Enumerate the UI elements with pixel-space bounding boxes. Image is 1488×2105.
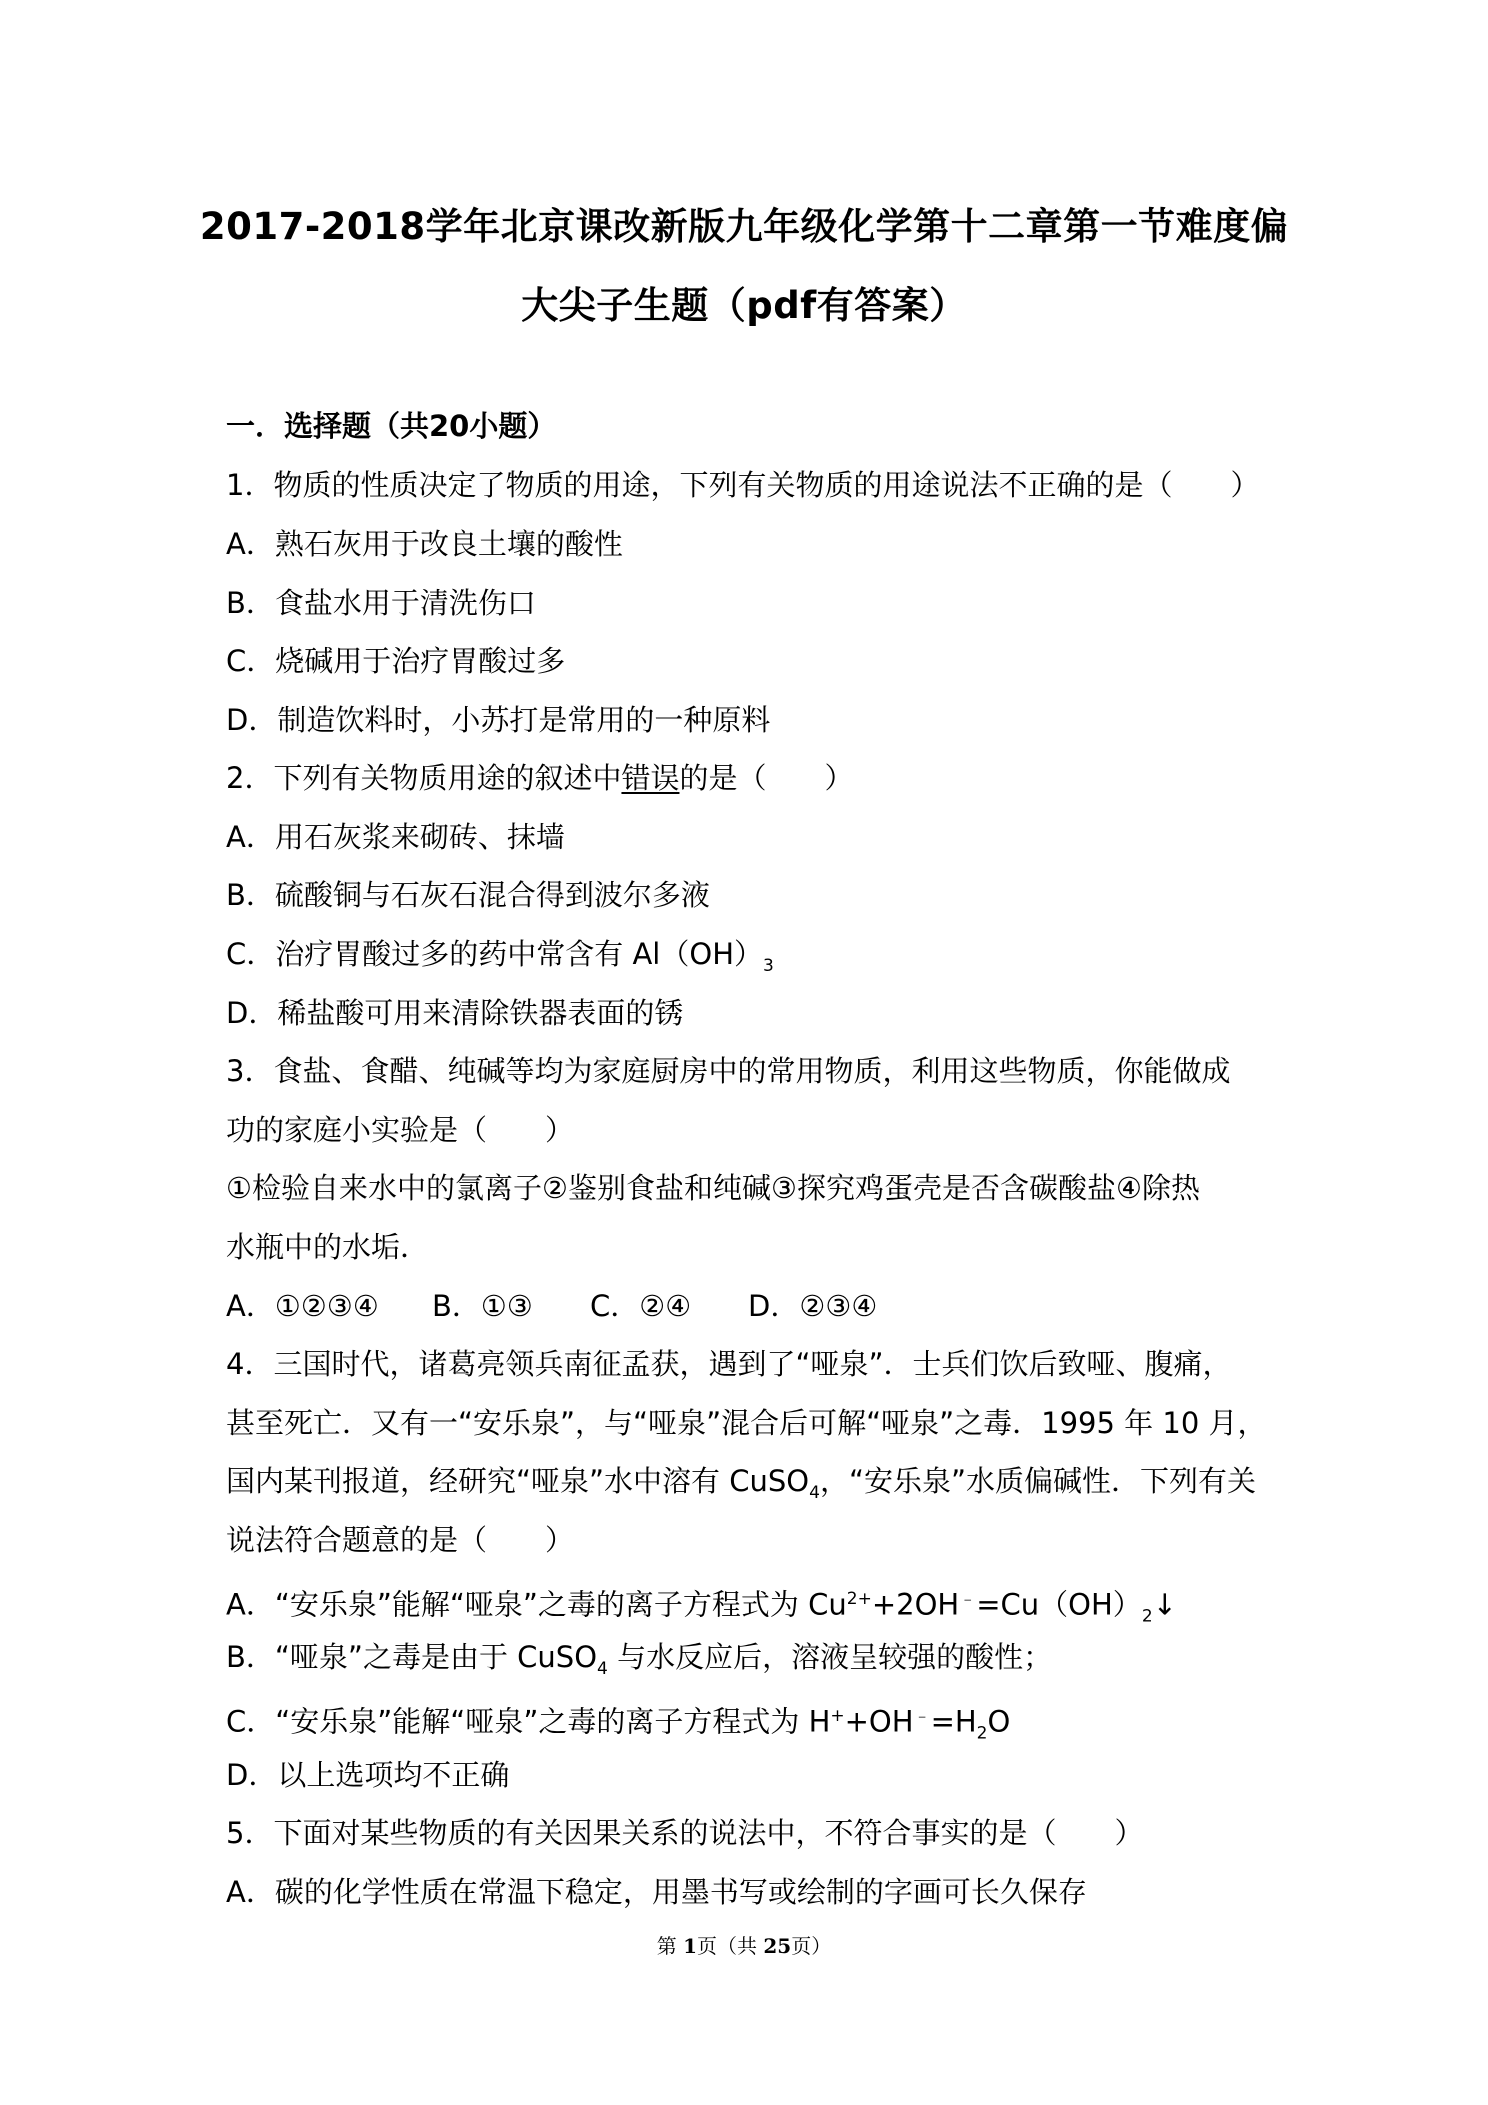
- q4-option-c-sup1: +: [830, 1706, 845, 1726]
- q3-option-a: A．①②③④: [226, 1289, 379, 1323]
- q4-option-a-sub: 2: [1141, 1606, 1153, 1627]
- q4-option-c-sub: 2: [976, 1723, 988, 1744]
- q4-option-a-mid2: =Cu（OH）: [976, 1587, 1142, 1622]
- q2-option-c-text: C．治疗胃酸过多的药中常含有 Al（OH）: [226, 937, 763, 971]
- q4-option-c-sup2: ﹣: [913, 1706, 931, 1726]
- q2-stem-underline: 错误: [621, 761, 680, 795]
- q5-option-a: A．碳的化学性质在常温下稳定，用墨书写或绘制的字画可长久保存: [226, 1875, 1087, 1909]
- q4-option-b-pre: B．“哑泉”之毒是由于 CuSO: [226, 1640, 598, 1674]
- q4-option-c-post: O: [987, 1704, 1011, 1739]
- q2-option-c: [226, 934, 1276, 986]
- q4-option-a-pre: A．“安乐泉”能解“哑泉”之毒的离子方程式为 Cu: [226, 1587, 847, 1622]
- q4-option-b-sub: 4: [597, 1658, 608, 1679]
- q4-stem-line3-post: ，“安乐泉”水质偏碱性．下列有关: [819, 1464, 1257, 1498]
- q1-option-a: A．熟石灰用于改良土壤的酸性: [226, 527, 623, 561]
- footer-mid: 页（共: [697, 1934, 764, 1958]
- q3-items-line1: ①检验自来水中的氯离子②鉴别食盐和纯碱③探究鸡蛋壳是否含碳酸盐④除热: [226, 1171, 1200, 1205]
- q3-option-d: D．②③④: [748, 1289, 878, 1323]
- q4-option-c-mid: +OH: [844, 1704, 914, 1739]
- footer-post: 页）: [791, 1934, 832, 1958]
- document-title-line2: 大尖子生题（pdf有答案）: [521, 284, 967, 327]
- q4-option-d: D．以上选项均不正确: [226, 1758, 510, 1792]
- q4-option-b-post: 与水反应后，溶液呈较强的酸性；: [607, 1640, 1053, 1674]
- q4-option-c: [226, 1696, 1276, 1753]
- q3-options: [226, 1286, 1276, 1326]
- q4-option-a: [226, 1579, 1276, 1636]
- q1-option-d: D．制造饮料时，小苏打是常用的一种原料: [226, 703, 771, 737]
- q4-option-b: [226, 1637, 1276, 1689]
- section-heading: 一．选择题（共20小题）: [226, 409, 557, 443]
- q4-option-a-mid: +2OH: [871, 1587, 960, 1622]
- q5-stem: 5．下面对某些物质的有关因果关系的说法中，不符合事实的是（ ）: [226, 1816, 1144, 1850]
- q3-option-c: C．②④: [590, 1289, 692, 1323]
- q4-option-a-sup2: ﹣: [959, 1589, 977, 1609]
- q2-option-b: B．硫酸铜与石灰石混合得到波尔多液: [226, 878, 710, 912]
- q4-stem-line3-sub: 4: [809, 1482, 820, 1503]
- q3-stem-line1: 3．食盐、食醋、纯碱等均为家庭厨房中的常用物质，利用这些物质，你能做成: [226, 1054, 1231, 1088]
- q4-stem-line2: 甚至死亡．又有一“安乐泉”，与“哑泉”混合后可解“哑泉”之毒．1995 年 10 月，: [226, 1406, 1267, 1440]
- footer-total-pages: 25: [763, 1934, 792, 1958]
- document-title-line1: 2017-2018学年北京课改新版九年级化学第十二章第一节难度偏: [199, 205, 1289, 248]
- q2-option-a: A．用石灰浆来砌砖、抹墙: [226, 820, 565, 854]
- q3-option-b: B．①③: [432, 1289, 533, 1323]
- q4-stem-line4: 说法符合题意的是（ ）: [226, 1523, 575, 1557]
- q2-stem-post: 的是（ ）: [679, 761, 854, 795]
- footer-pre: 第: [656, 1934, 684, 1958]
- q3-stem-line2: 功的家庭小实验是（ ）: [226, 1113, 575, 1147]
- q4-option-c-pre: C．“安乐泉”能解“哑泉”之毒的离子方程式为 H: [226, 1704, 831, 1739]
- q2-stem: [226, 758, 1276, 798]
- q4-stem-line3-pre: 国内某刊报道，经研究“哑泉”水中溶有 CuSO: [226, 1464, 810, 1498]
- q4-option-a-post: ↓: [1152, 1587, 1177, 1622]
- q2-stem-pre: 2．下列有关物质用途的叙述中: [226, 761, 622, 795]
- q4-stem-line3: [226, 1461, 1276, 1513]
- q3-items-line2: 水瓶中的水垢．: [226, 1230, 430, 1264]
- q4-option-a-sup1: 2+: [846, 1589, 872, 1609]
- q4-option-c-mid2: =H: [930, 1704, 977, 1739]
- footer-page-number: 1: [683, 1934, 698, 1958]
- page-footer: [0, 1930, 1488, 1959]
- q1-option-b: B．食盐水用于清洗伤口: [226, 586, 536, 620]
- q1-option-c: C．烧碱用于治疗胃酸过多: [226, 644, 566, 678]
- q2-option-c-sub: 3: [763, 955, 774, 976]
- q4-stem-line1: 4．三国时代，诸葛亮领兵南征孟获，遇到了“哑泉”．士兵们饮后致哑、腹痛，: [226, 1347, 1232, 1381]
- q1-stem: 1．物质的性质决定了物质的用途，下列有关物质的用途说法不正确的是（ ）: [226, 468, 1260, 502]
- q2-option-d: D．稀盐酸可用来清除铁器表面的锈: [226, 996, 684, 1030]
